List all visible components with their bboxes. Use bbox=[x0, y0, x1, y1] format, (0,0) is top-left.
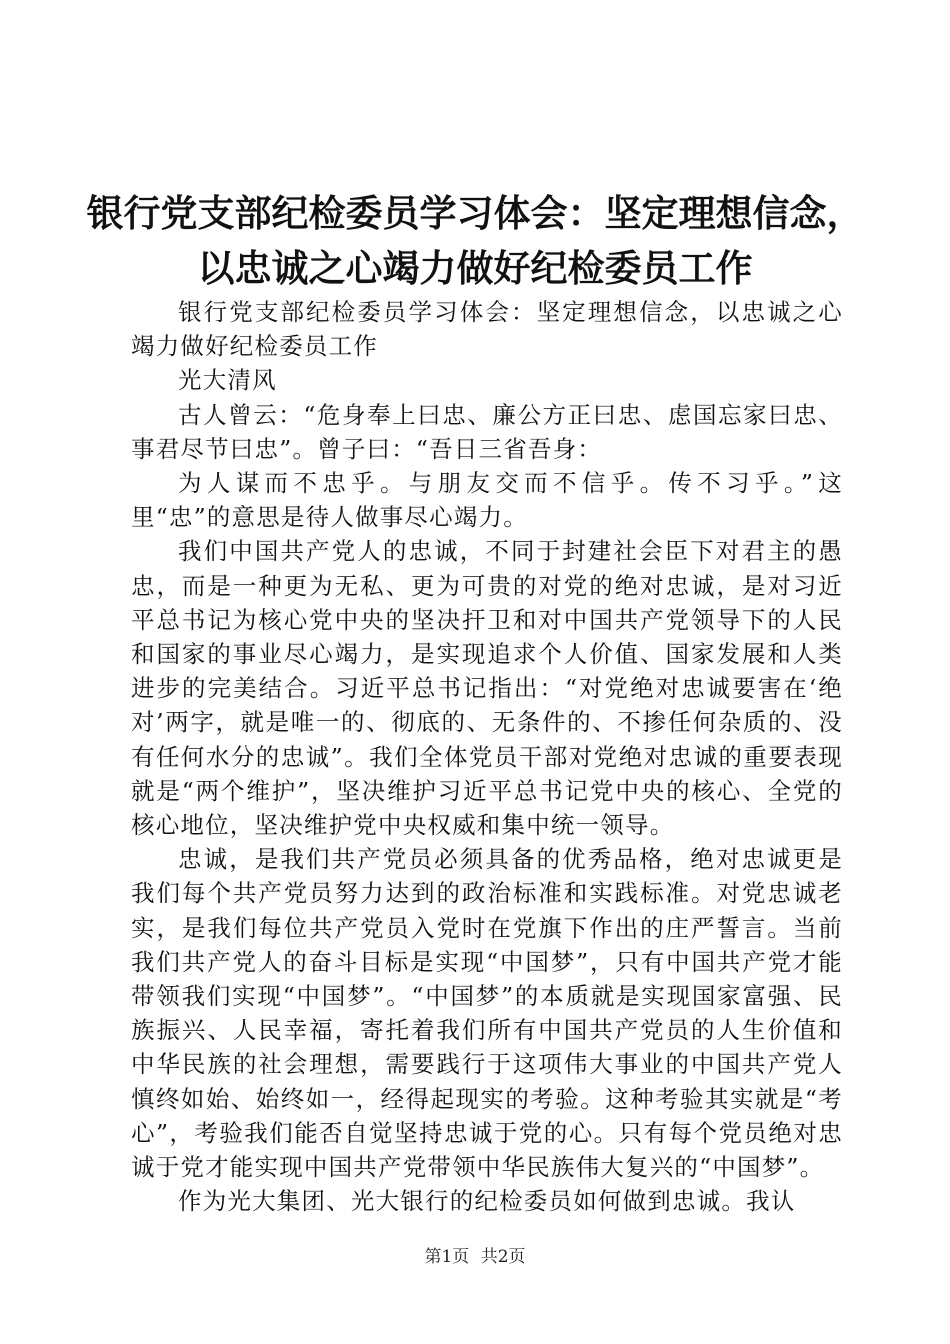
body-paragraph-repeated-title: 银行党支部纪检委员学习体会：坚定理想信念，以忠诚之心竭力做好纪检委员工作 bbox=[131, 298, 843, 361]
document-title-line-2: 以忠诚之心竭力做好纪检委员工作 bbox=[197, 246, 753, 290]
body-paragraph-quote-intro: 古人曾云：“危身奉上曰忠、廉公方正曰忠、虑国忘家曰忠、事君尽节曰忠”。曾子曰：“吾日三省吾身： bbox=[131, 400, 843, 463]
page-footer bbox=[0, 1245, 950, 1269]
body-paragraph-quote-end: 为人谋而不忠乎。与朋友交而不信乎。传不习乎。”这里“忠”的意思是待人做事尽心竭力。 bbox=[131, 469, 843, 532]
body-paragraph-continued: 作为光大集团、光大银行的纪检委员如何做到忠诚。我认 bbox=[178, 1187, 796, 1216]
body-paragraph-author: 光大清风 bbox=[178, 366, 277, 395]
page-number: 第1页 bbox=[424, 1247, 470, 1267]
body-paragraph-loyalty: 我们中国共产党人的忠诚，不同于封建社会臣下对君主的愚忠，而是一种更为无私、更为可贵的对党的绝对忠诚，是对习近平总书记为核心党中央的坚决扞卫和对中国共产党领导下的人民和国家的事业尽心竭力，是实现追求个人价值、国家发展和人类进步的完美结合。习近平总书记指出：“对党绝对忠诚要害在‘绝对’两字，就是唯一的、彻底的、无条件的、不掺任何杂质的、没有任何水分的忠诚”。我们全体党员干部对党绝对忠诚的重要表现就是“两个维护”，坚决维护习近平总书记党中央的核心、全党的核心地位，坚决维护党中央权威和集中统一领导。 bbox=[131, 537, 843, 840]
page-total: 共2页 bbox=[480, 1247, 526, 1267]
document-title-line-1: 银行党支部纪检委员学习体会：坚定理想信念， bbox=[86, 191, 864, 235]
body-paragraph-china-dream: 忠诚，是我们共产党员必须具备的优秀品格，绝对忠诚更是我们每个共产党员努力达到的政治标准和实践标准。对党忠诚老实，是我们每位共产党员入党时在党旗下作出的庄严誓言。当前我们共产党人的奋斗目标是实现“中国梦”，只有中国共产党才能带领我们实现“中国梦”。“中国梦”的本质就是实现国家富强、民族振兴、人民幸福，寄托着我们所有中国共产党员的人生价值和中华民族的社会理想，需要践行于这项伟大事业的中国共产党人慎终如始、始终如一，经得起现实的考验。这种考验其实就是“考心”，考验我们能否自觉坚持忠诚于党的心。只有每个党员绝对忠诚于党才能实现中国共产党带领中华民族伟大复兴的“中国梦”。 bbox=[131, 845, 843, 1182]
document-body bbox=[131, 295, 843, 1218]
